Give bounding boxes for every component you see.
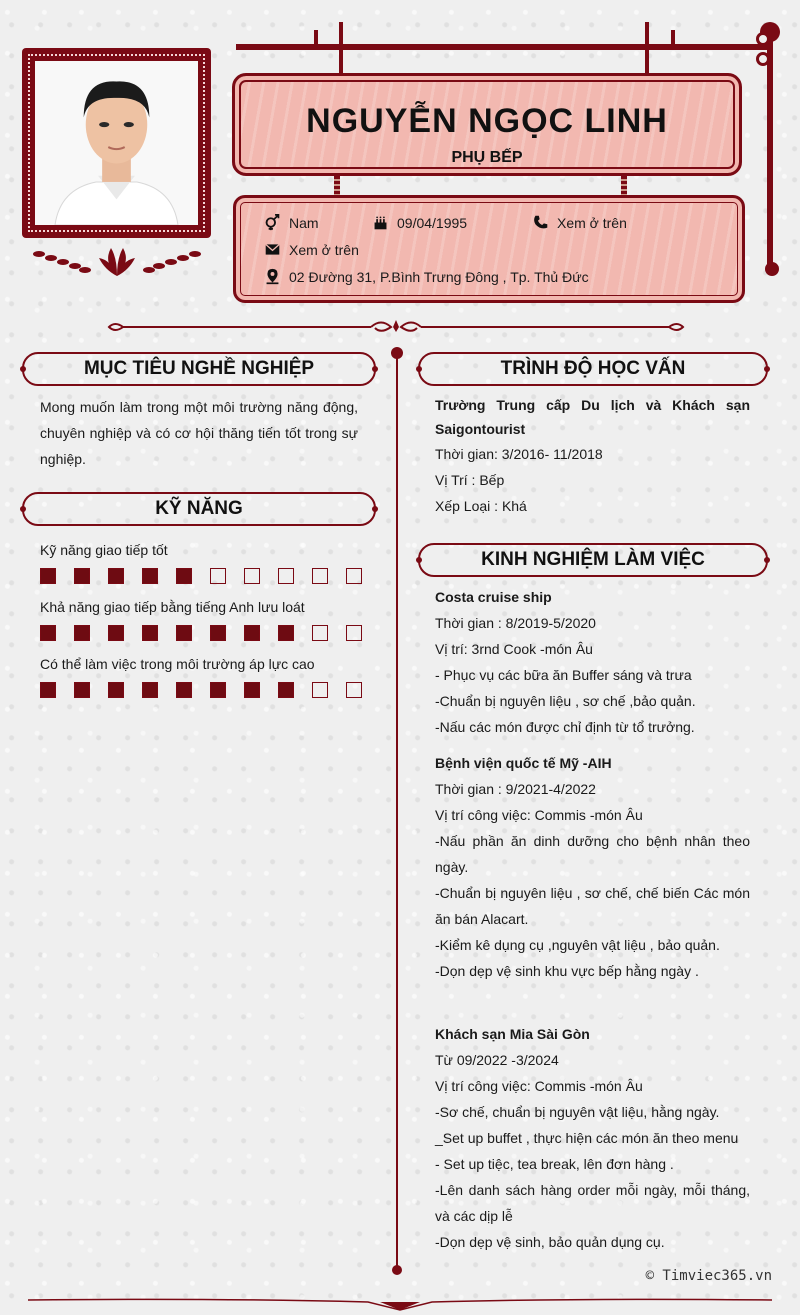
job-3-line: -Sơ chế, chuẩn bị nguyên vật liệu, hằng ngày. [435, 1104, 720, 1120]
rating-square-filled [74, 682, 90, 698]
rating-square-empty [312, 625, 328, 641]
rating-square-empty [346, 568, 362, 584]
rating-square-filled [210, 682, 226, 698]
birthday-info [372, 214, 467, 231]
objective-heading: MỤC TIÊU NGHỀ NGHIỆP [22, 352, 376, 386]
job-1-line: Vị trí: 3rnd Cook -món Âu [435, 641, 593, 657]
email-info [264, 241, 359, 258]
job-2-line: Vị trí công việc: Commis -món Âu [435, 807, 643, 823]
job-2-line: -Kiểm kê dụng cụ ,nguyên vật liệu , bảo quản. [435, 937, 720, 953]
rating-square-filled [74, 568, 90, 584]
job-2-company: Bệnh viện quốc tế Mỹ -AIH [435, 755, 612, 771]
gender-value: Nam [289, 214, 319, 231]
email-icon [264, 241, 281, 258]
email-value: Xem ở trên [289, 241, 359, 258]
job-3-line: -Lên danh sách hàng order mỗi ngày, mỗi tháng, và các dịp lễ [435, 1182, 750, 1224]
rating-square-filled [108, 625, 124, 641]
chain-right [621, 176, 627, 196]
job-1-line: Thời gian : 8/2019-5/2020 [435, 615, 596, 631]
job-2-line: -Dọn dẹp vệ sinh khu vực bếp hằng ngày . [435, 963, 699, 979]
post-ring-top [756, 32, 770, 46]
rating-square-filled [108, 568, 124, 584]
skill-2-rating [40, 625, 380, 641]
job-1-line: -Chuẩn bị nguyên liệu , sơ chế ,bảo quản. [435, 693, 696, 709]
rating-square-filled [142, 568, 158, 584]
hanger-right [645, 22, 649, 74]
skill-1-label: Kỹ năng giao tiếp tốt [40, 542, 168, 558]
rating-square-filled [40, 682, 56, 698]
address-info [264, 268, 589, 285]
rating-square-filled [244, 625, 260, 641]
job-3-line: _Set up buffet , thực hiện các món ăn theo menu [435, 1130, 739, 1146]
location-icon [264, 268, 281, 285]
chain-left [334, 176, 340, 196]
divider-top-knob [391, 347, 403, 359]
rating-square-filled [40, 568, 56, 584]
rating-square-filled [278, 625, 294, 641]
job-3-line: Từ 09/2022 -3/2024 [435, 1052, 559, 1068]
education-grade: Xếp Loại : Khá [435, 498, 527, 514]
job-3-company: Khách sạn Mia Sài Gòn [435, 1026, 590, 1042]
job-2 [435, 750, 750, 984]
post-ring-bottom [756, 52, 770, 66]
job-1 [435, 584, 750, 740]
job-2-line: -Chuẩn bị nguyên liệu , sơ chế, chế biến Các món ăn bán Alacart. [435, 885, 750, 927]
column-divider [396, 350, 398, 1272]
rating-square-filled [210, 625, 226, 641]
skill-3-rating [40, 682, 380, 698]
skill-3-label: Có thể làm việc trong môi trường áp lực cao [40, 656, 315, 672]
address-value: 02 Đường 31, P.Bình Trưng Đông , Tp. Thủ Đức [289, 268, 589, 285]
ornament-divider [105, 318, 687, 338]
gender-info [264, 214, 319, 231]
job-3-line: Vị trí công việc: Commis -món Âu [435, 1078, 643, 1094]
rating-square-filled [74, 625, 90, 641]
rating-square-filled [176, 682, 192, 698]
rail-spike-1 [314, 30, 318, 46]
education-details [435, 441, 750, 519]
rating-square-empty [346, 625, 362, 641]
rating-square-filled [142, 625, 158, 641]
rating-square-empty [312, 568, 328, 584]
phone-value: Xem ở trên [557, 214, 627, 231]
education-heading: TRÌNH ĐỘ HỌC VẤN [418, 352, 768, 386]
birthday-value: 09/04/1995 [397, 214, 468, 231]
job-1-line: -Nấu các món được chỉ định từ tổ trưởng. [435, 719, 695, 735]
job-3-line: -Dọn dẹp vệ sinh, bảo quản dụng cụ. [435, 1234, 665, 1250]
rating-square-filled [244, 682, 260, 698]
phone-info [532, 214, 627, 231]
skill-1-rating [40, 568, 380, 584]
rating-square-filled [278, 682, 294, 698]
phone-icon [532, 214, 549, 231]
name-board [232, 73, 742, 176]
contact-board [233, 195, 745, 303]
birthday-cake-icon [372, 214, 389, 231]
job-3-line: - Set up tiệc, tea break, lên đơn hàng . [435, 1156, 674, 1172]
bottom-ornament [28, 1296, 772, 1312]
rating-square-empty [244, 568, 260, 584]
objective-text: Mong muốn làm trong một môi trường năng động, chuyên nghiệp và có cơ hội thăng tiến tốt trong sự nghiệp. [40, 399, 358, 467]
skill-2-label: Khả năng giao tiếp bằng tiếng Anh lưu loát [40, 599, 305, 615]
laurel-ornament [25, 240, 209, 282]
rating-square-filled [176, 625, 192, 641]
rating-square-filled [40, 625, 56, 641]
rating-square-filled [108, 682, 124, 698]
experience-heading: KINH NGHIỆM LÀM VIỆC [418, 543, 768, 577]
education-school: Trường Trung cấp Du lịch và Khách sạn Saigontourist [435, 397, 750, 437]
job-2-line: Thời gian : 9/2021-4/2022 [435, 781, 596, 797]
divider-bottom-knob [392, 1265, 402, 1275]
job-3 [435, 1021, 750, 1255]
job-2-line: -Nấu phần ăn dinh dưỡng cho bệnh nhân theo ngày. [435, 833, 750, 875]
rating-square-filled [142, 682, 158, 698]
post-end [765, 262, 779, 276]
job-1-company: Costa cruise ship [435, 589, 552, 605]
rating-square-empty [278, 568, 294, 584]
gender-icon [264, 214, 281, 231]
skills-heading: KỸ NĂNG [22, 492, 376, 526]
footer-brand: © Timviec365.vn [645, 1268, 772, 1284]
candidate-name: NGUYỄN NGỌC LINH [306, 102, 668, 140]
candidate-position: PHỤ BẾP [451, 149, 523, 166]
education-position: Vị Trí : Bếp [435, 472, 505, 488]
education-time: Thời gian: 3/2016- 11/2018 [435, 446, 603, 462]
rating-square-empty [312, 682, 328, 698]
header-right-post [767, 28, 773, 270]
hanger-left [339, 22, 343, 74]
avatar-frame [22, 48, 211, 238]
rating-square-filled [176, 568, 192, 584]
rail-spike-2 [671, 30, 675, 46]
job-1-line: - Phục vụ các bữa ăn Buffer sáng và trưa [435, 667, 692, 683]
rating-square-empty [210, 568, 226, 584]
rating-square-empty [346, 682, 362, 698]
avatar [35, 61, 198, 225]
